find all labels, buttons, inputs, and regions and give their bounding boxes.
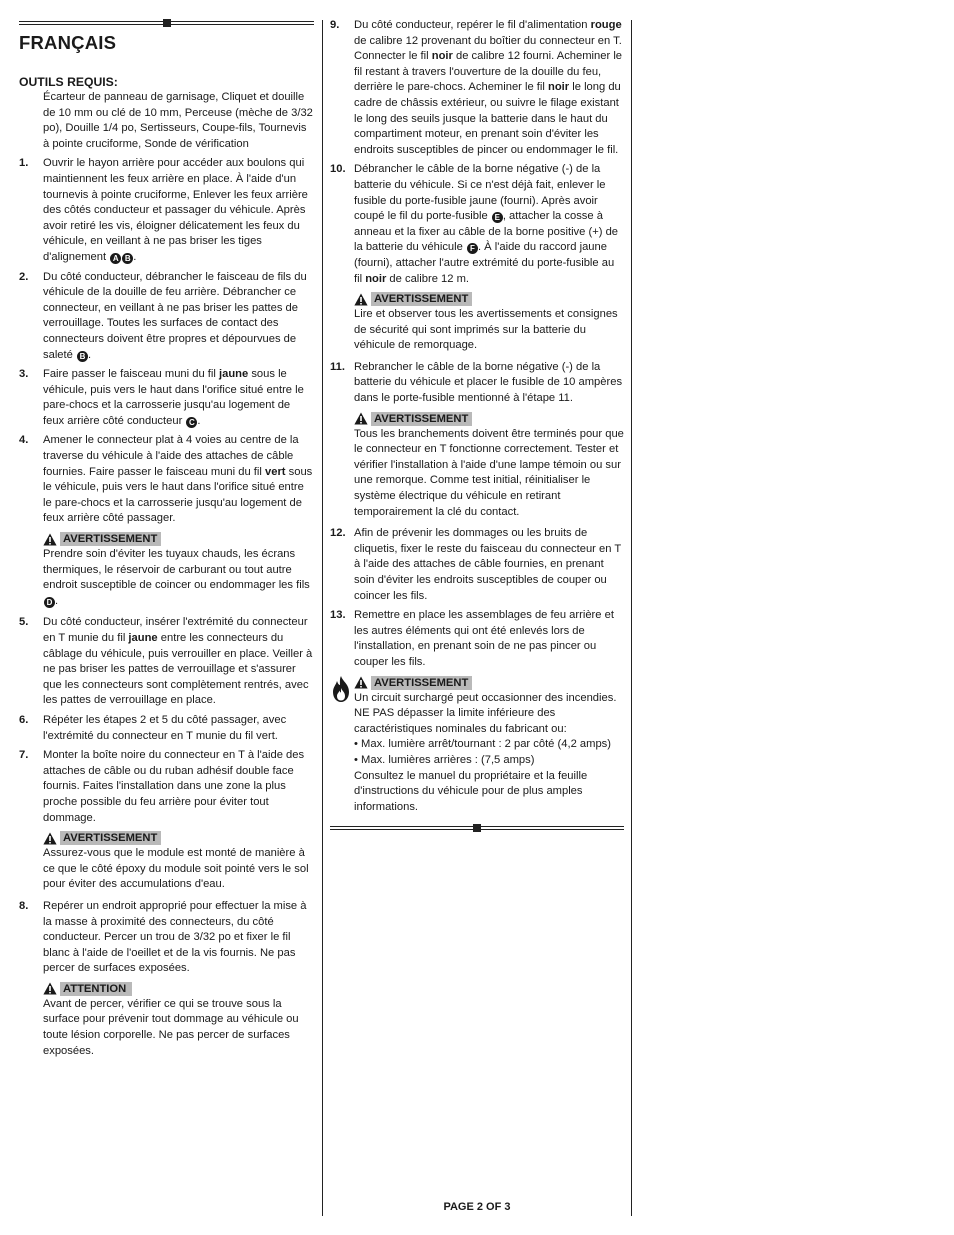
step-6: 6. Répéter les étapes 2 et 5 du côté passager, avec l'extrémité du connecteur en T munie du fil vert. bbox=[19, 713, 287, 742]
column-divider-left bbox=[322, 20, 323, 1216]
step-3: 3. Faire passer le faisceau muni du fil jaune sous le véhicule, puis vers le haut dans l'orifice situé entre le pare-chocs et la carrosserie jusqu'au logement de feux arrière côté conducteur C . bbox=[19, 368, 304, 427]
bottom-rule-mid bbox=[330, 824, 624, 832]
warning-step-4: AVERTISSEMENT Prendre soin d'éviter les tuyaux chauds, les écrans thermiques, le réservoir de carburant ou tout autre endroit susceptible de coincer ou endommager les fils D . bbox=[43, 533, 310, 607]
warning-label: AVERTISSEMENT bbox=[371, 676, 472, 690]
warning-triangle-icon bbox=[354, 293, 368, 306]
warning-bullet: • Max. lumières arrières : (7,5 amps) bbox=[354, 753, 535, 766]
warning-step-13 bbox=[354, 675, 624, 816]
ref-b-icon: B bbox=[122, 253, 133, 264]
warning-label: AVERTISSEMENT bbox=[371, 412, 472, 426]
middle-column bbox=[330, 18, 624, 832]
step-8: 8. Repérer un endroit approprié pour effectuer la mise à la masse à proximité des connecteurs, du côté conducteur. Percer un trou de 3/32 po et fixer le fil blanc à l'aide de l'oeillet et de la vis fournis. Ne pas percer de surfaces exposées. bbox=[19, 899, 307, 975]
step-5: 5. Du côté conducteur, insérer l'extrémité du connecteur en T munie du fil jaune entre les connecteurs du câblage du véhicule, puis verrouiller en place. Veiller à ne pas briser les pattes de verrouillage et s'assurer que les connecteurs sont complètement rentrés, avec les pattes de verrouillage en place. bbox=[19, 616, 313, 707]
warning-triangle-icon bbox=[43, 533, 57, 546]
ref-d-icon: D bbox=[44, 597, 55, 608]
warning-triangle-icon bbox=[43, 832, 57, 845]
warning-triangle-icon bbox=[43, 982, 57, 995]
step-12: 12. Afin de prévenir les dommages ou les bruits de cliquetis, fixer le reste du faisceau du connecteur en T à l'aide des attaches de câble fournies, en prenant soin d'éviter les endroits susceptibles de couper ou coincer les fils. bbox=[330, 527, 621, 602]
step-2: 2. Du côté conducteur, débrancher le faisceau de fils du véhicule de la douille de feu arrière. Débrancher ce connecteur, en veillant à ne pas briser les pattes de verrouillage. Toutes les surfaces de contact des connecteurs doivent être propres et dépourvues de saleté B . bbox=[19, 270, 307, 361]
caution-label: ATTENTION bbox=[60, 982, 132, 996]
warning-bullet: • Max. lumière arrêt/tournant : 2 par côté (4,2 amps) bbox=[354, 738, 611, 751]
page-number: PAGE 2 OF 3 bbox=[443, 1201, 511, 1213]
warning-triangle-icon bbox=[354, 676, 368, 689]
warning-text: Consultez le manuel du propriétaire et la feuille d'instructions du véhicule pour de plus amples informations. bbox=[354, 769, 588, 813]
warning-label: AVERTISSEMENT bbox=[60, 532, 161, 546]
warning-label: AVERTISSEMENT bbox=[60, 831, 161, 845]
left-column bbox=[19, 0, 314, 1059]
fire-icon bbox=[330, 675, 352, 705]
warning-text: Un circuit surchargé peut occasionner des incendies. NE PAS dépasser la limite inférieure des caractéristiques nominales du fabricant ou: bbox=[354, 691, 617, 735]
ref-b-icon: B bbox=[77, 351, 88, 362]
column-divider-right bbox=[631, 20, 632, 1216]
step-10: 10. Débrancher le câble de la borne négative (-) de la batterie du véhicule. Si ce n'est déjà fait, enlever le fusible du porte-fusible jaune (fourni). Après avoir coupé le fil du porte-fusible E , attacher la cosse à anneau et la fixer au câble de la borne positive (+) de la batterie du véhicule F . À l'aide du raccord jaune (fourni), attacher l'autre extrémité du porte-fusible au fil noir de calibre 12 m. bbox=[330, 163, 619, 285]
top-rule-left bbox=[19, 19, 314, 27]
caution-step-8: ATTENTION Avant de percer, vérifier ce qui se trouve sous la surface pour prévenir tout dommage au véhicule ou toute lésion corporelle. Ne pas percer de surfaces exposées. bbox=[43, 982, 299, 1057]
ref-a-icon: A bbox=[110, 253, 121, 264]
step-11: 11. Rebrancher le câble de la borne négative (-) de la batterie du véhicule et placer le fusible de 10 ampères dans le porte-fusible mentionné à l'étape 11. bbox=[330, 360, 623, 405]
step-9: 9. Du côté conducteur, repérer le fil d'alimentation rouge de calibre 12 provenant du boîtier du connecteur en T. Connecter le fil noir de calibre 12 fourni. Acheminer le fil restant à travers l'ouverture de la douille du feu, derrière le pare-chocs. Acheminer le fil noir le long du cadre de châssis extérieur, ou suivre le filage existant le long des seuils jusque la batterie dans le haut du compartiment moteur, en prenant soin d'éviter les endroits susceptibles de pincer ou endommager le fil. bbox=[330, 19, 623, 156]
step-7: 7. Monter la boîte noire du connecteur en T à l'aide des attaches de câble ou du ruban adhésif double face fournis. Faites l'installation dans une zone la plus proche possible du feu arrière pour éviter tout dommage. bbox=[19, 749, 305, 824]
warning-step-11: AVERTISSEMENT Tous les branchements doivent être terminés pour que le connecteur en T fonctionne correctement. Tester et vérifier l'installation à l'aide d'une lampe témoin ou sur une remorque. Comme test initial, réinitialiser le système électrique du véhicule en retirant temporairement la clé du contact. bbox=[354, 412, 624, 518]
warning-label: AVERTISSEMENT bbox=[371, 292, 472, 306]
step-1: 1. Ouvrir le hayon arrière pour accéder aux boulons qui maintiennent les feux arrière en place. À l'aide d'un tournevis à pointe cruciforme, Enlever les feux arrière des côtés conducteur et passager du véhicule. Après avoir retiré les vis, éloigner délicatement les feux du véhicule, en veillant à ne pas briser les tiges d'alignement A B . bbox=[19, 157, 308, 263]
warning-step-7: AVERTISSEMENT Assurez-vous que le module est monté de manière à ce que le côté époxy du module soit pointé vers le sol pour éviter des accumulations d'eau. bbox=[43, 832, 309, 891]
ref-e-icon: E bbox=[492, 212, 503, 223]
page-title: FRANÇAIS bbox=[19, 32, 117, 53]
tools-heading: OUTILS REQUIS: bbox=[19, 75, 118, 89]
warning-triangle-icon bbox=[354, 412, 368, 425]
warning-step-10: AVERTISSEMENT Lire et observer tous les avertissements et consignes de sécurité qui sont imprimés sur la batterie du véhicule de remorquage. bbox=[354, 293, 618, 352]
ref-c-icon: C bbox=[186, 417, 197, 428]
step-13: 13. Remettre en place les assemblages de feu arrière et les autres éléments qui ont été enlevés lors de l'installation, en prenant soin de ne pas pincer ou couper les fils. bbox=[330, 609, 614, 668]
tools-list: Écarteur de panneau de garnisage, Cliquet et douille de 10 mm ou clé de 10 mm, Perceuse (mèche de 3/32 po), Douille 1/4 po, Sertisseurs, Coupe-fils, Tournevis à pointe cruciforme, Sonde de vérification bbox=[43, 91, 313, 150]
step-4: 4. Amener le connecteur plat à 4 voies au centre de la traverse du véhicule à l'aide des attaches de câble fournies. Faire passer le faisceau muni du fil vert sous le véhicule, puis vers le haut dans l'orifice situé entre le pare-chocs et la carrosserie jusqu'au logement de feux arrière côté passager. bbox=[19, 434, 313, 525]
ref-f-icon: F bbox=[467, 243, 478, 254]
